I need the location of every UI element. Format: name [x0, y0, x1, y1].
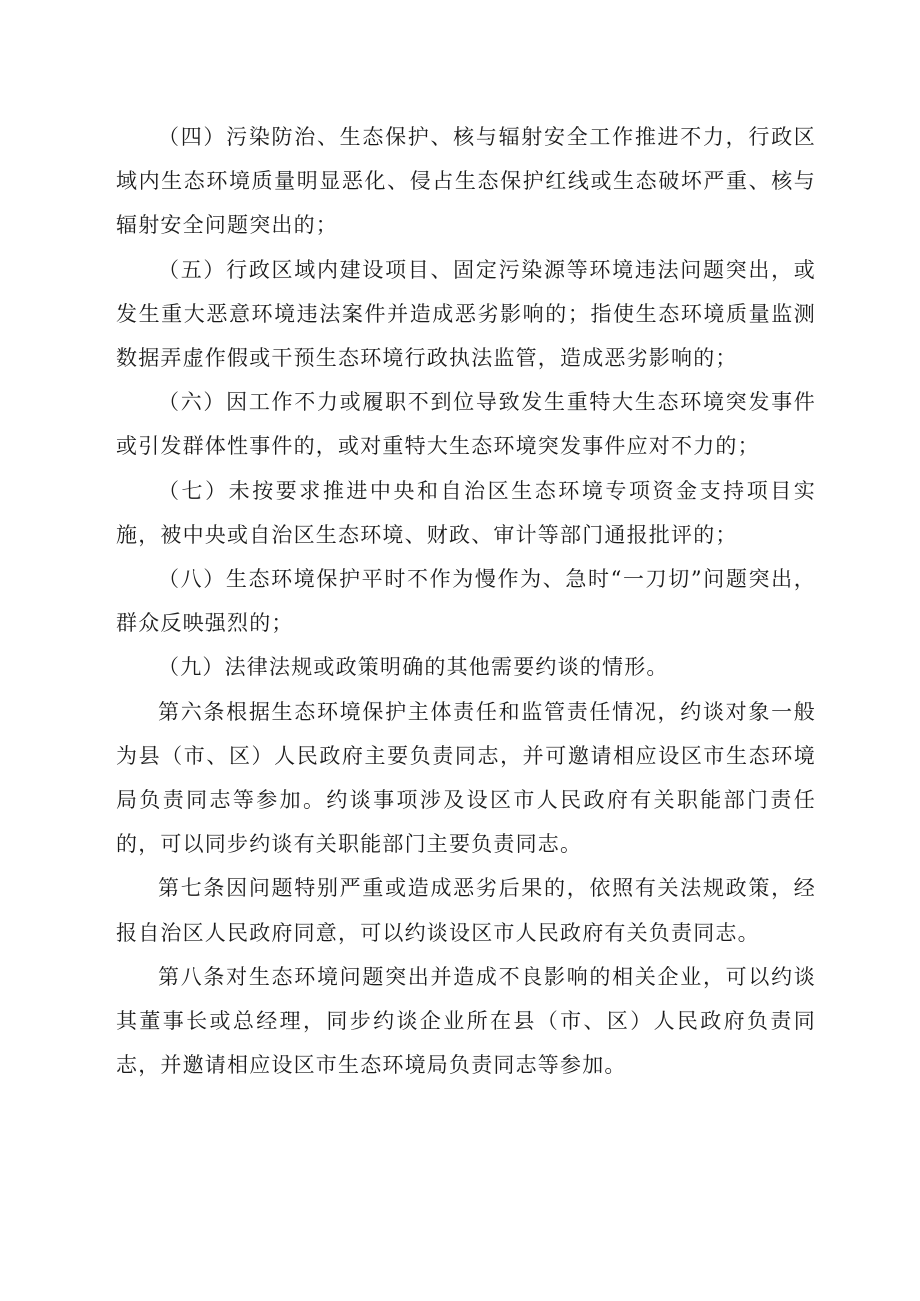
- article-7-paragraph: 第七条因问题特别严重或造成恶劣后果的，依照有关法规政策，经报自治区人民政府同意，可以约谈设区市人民政府有关负责同志。: [116, 876, 816, 945]
- document-body: [116, 115, 816, 1087]
- paragraph-item-8: （八）生态环境保护平时不作为慢作为、急时“一刀切”问题突出，群众反映强烈的；: [116, 567, 816, 636]
- paragraph-item-6: （六）因工作不力或履职不到位导致发生重特大生态环境突发事件或引发群体性事件的，或对重特大生态环境突发事件应对不力的；: [116, 390, 816, 459]
- paragraph-item-4: （四）污染防治、生态保护、核与辐射安全工作推进不力，行政区域内生态环境质量明显恶化、侵占生态保护红线或生态破坏严重、核与辐射安全问题突出的；: [116, 125, 816, 238]
- article-8-paragraph: 第八条对生态环境问题突出并造成不良影响的相关企业，可以约谈其董事长或总经理，同步约谈企业所在县（市、区）人民政府负责同志，并邀请相应设区市生态环境局负责同志等参加。: [116, 964, 816, 1078]
- article-6-paragraph: 第六条根据生态环境保护主体责任和监管责任情况，约谈对象一般为县（市、区）人民政府主要负责同志，并可邀请相应设区市生态环境局负责同志等参加。约谈事项涉及设区市人民政府有关职能部门责任的，可以同步约谈有关职能部门主要负责同志。: [116, 699, 816, 857]
- paragraph-item-5: （五）行政区域内建设项目、固定污染源等环境违法问题突出，或发生重大恶意环境违法案件并造成恶劣影响的；指使生态环境质量监测数据弄虚作假或干预生态环境行政执法监管，造成恶劣影响的；: [116, 257, 816, 371]
- paragraph-item-9: （九）法律法规或政策明确的其他需要约谈的情形。: [158, 655, 669, 680]
- paragraph-item-7: （七）未按要求推进中央和自治区生态环境专项资金支持项目实施，被中央或自治区生态环境、财政、审计等部门通报批评的；: [116, 478, 816, 547]
